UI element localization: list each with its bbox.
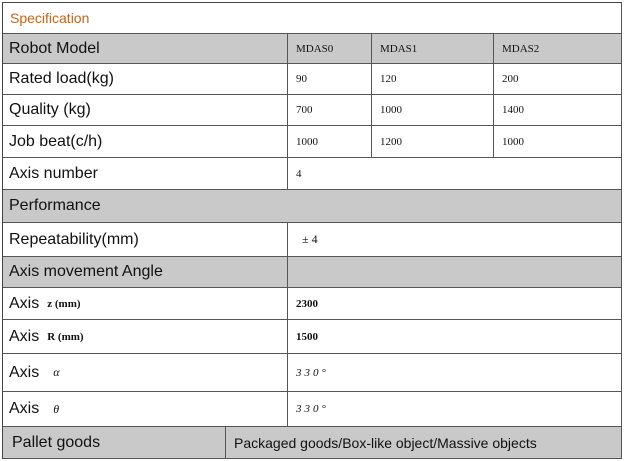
axis-sub-label: R (mm) <box>47 330 84 343</box>
axis-r-value: 1500 <box>296 330 318 343</box>
axis-alpha-label-cell <box>2 354 288 392</box>
model-name: MDAS2 <box>502 42 540 55</box>
table-cell <box>372 64 494 95</box>
job-beat-value: 1200 <box>380 135 402 148</box>
axis-theta-value: 330° <box>296 403 329 415</box>
axis-sub-label: θ <box>53 401 60 416</box>
performance-label: Performance <box>9 197 101 214</box>
job-beat-label: Job beat(c/h) <box>9 132 103 150</box>
robot-model-label-cell <box>2 34 288 64</box>
axis-movement-section-header <box>2 257 288 288</box>
axis-sub-label: α <box>53 365 60 379</box>
repeatability-label-cell <box>2 223 288 257</box>
quality-label-cell <box>2 95 288 126</box>
axis-number-value: 4 <box>296 167 302 180</box>
axis-alpha-value: 330° <box>296 366 329 379</box>
axis-number-label-cell <box>2 158 288 190</box>
robot-model-label: Robot Model <box>9 39 100 57</box>
job-beat-value: 1000 <box>296 135 318 148</box>
axis-z-value: 2300 <box>296 297 318 310</box>
rated-load-value: 200 <box>502 73 519 85</box>
table-cell <box>288 95 372 126</box>
quality-value: 1400 <box>502 104 524 116</box>
table-cell <box>288 126 372 158</box>
pallet-goods-value: Packaged goods/Box-like object/Massive objects <box>234 434 537 451</box>
axis-z-label-cell <box>2 288 288 320</box>
repeatability-label: Repeatability(mm) <box>9 230 139 248</box>
table-cell <box>372 126 494 158</box>
repeatability-value: ± 4 <box>302 232 318 246</box>
axis-sub-label: z (mm) <box>47 297 81 310</box>
axis-label: Axis <box>9 294 40 312</box>
quality-value: 1000 <box>380 104 402 116</box>
pallet-goods-label: Pallet goods <box>12 433 101 451</box>
section-header-filler <box>288 257 622 288</box>
rated-load-label: Rated load(kg) <box>9 70 114 87</box>
axis-theta-label-cell <box>2 392 288 427</box>
axis-movement-label: Axis movement Angle <box>9 263 163 280</box>
model-header-cell <box>288 34 372 64</box>
axis-r-label-cell <box>2 320 288 354</box>
axis-number-label: Axis number <box>9 164 98 182</box>
table-cell <box>494 126 622 158</box>
rated-load-value: 120 <box>380 73 397 85</box>
table-cell <box>494 95 622 126</box>
job-beat-label-cell <box>2 126 288 158</box>
quality-value: 700 <box>296 104 313 116</box>
pallet-goods-label-cell <box>2 427 226 459</box>
table-cell <box>372 95 494 126</box>
job-beat-value: 1000 <box>502 135 524 148</box>
axis-label: Axis <box>9 327 40 345</box>
table-cell <box>288 158 622 190</box>
axis-label: Axis <box>9 400 40 417</box>
model-name: MDAS0 <box>296 42 334 55</box>
model-header-cell <box>372 34 494 64</box>
table-cell <box>494 64 622 95</box>
model-header-cell <box>494 34 622 64</box>
performance-section-header <box>2 190 622 223</box>
table-title: Specification <box>10 9 90 26</box>
table-cell <box>288 354 622 392</box>
table-cell <box>288 64 372 95</box>
table-cell <box>288 223 622 257</box>
table-title-cell <box>2 2 622 34</box>
table-cell <box>288 288 622 320</box>
pallet-goods-value-cell <box>226 427 622 459</box>
rated-load-value: 90 <box>296 73 307 85</box>
model-name: MDAS1 <box>380 42 418 55</box>
table-cell <box>288 320 622 354</box>
axis-label: Axis <box>9 363 40 381</box>
table-cell <box>288 392 622 427</box>
quality-label: Quality (kg) <box>9 101 91 118</box>
rated-load-label-cell <box>2 64 288 95</box>
